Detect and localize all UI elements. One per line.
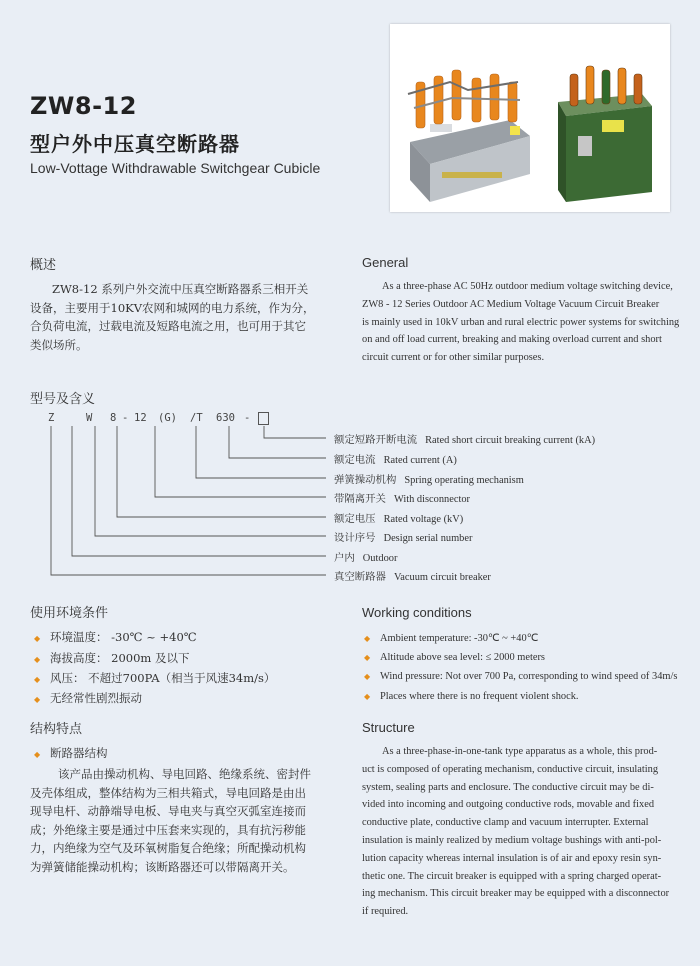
overview-heading-cn: 概述 <box>30 258 57 273</box>
text-line: if required. <box>362 906 409 918</box>
bullet-icon: ◆ <box>34 675 41 684</box>
legend-item: 带隔离开关 With disconnector <box>334 493 471 505</box>
condition-item-en: ◆ Places where there is no frequent violent shock. <box>364 691 579 702</box>
overview-heading-en: General <box>362 255 409 270</box>
legend-item: 弹簧操动机构 Spring operating mechanism <box>334 474 524 486</box>
text-line: lution capacity whereas internal insulation is of air and epoxy resin syn- <box>362 852 662 864</box>
bullet-icon: ◆ <box>34 655 41 664</box>
model-title: ZW8-12 <box>30 92 137 120</box>
text-line: system, sealing parts and enclosure. The conductive circuit may be di- <box>362 781 654 793</box>
condition-item-cn: ◆ 风压： 不超过700PA（相当于风速34m/s） <box>34 671 276 685</box>
text-line: 类似场所。 <box>30 337 88 352</box>
product-title-cn: 型户外中压真空断路器 <box>30 132 240 156</box>
legend-item: 户内 Outdoor <box>334 552 398 564</box>
bullet-icon: ◆ <box>34 695 41 704</box>
structure-text-cn <box>30 765 360 876</box>
code-part: - <box>244 412 251 424</box>
legend-item: 额定电压 Rated voltage (kV) <box>334 513 464 525</box>
text-line: thetic one. The circuit breaker is equipped with a spring charged operat- <box>362 870 662 882</box>
structure-heading-en: Structure <box>362 720 415 735</box>
conditions-heading-cn: 使用环境条件 <box>30 606 109 621</box>
conditions-heading-en: Working conditions <box>362 605 472 620</box>
text-line: As a three-phase-in-one-tank type apparatus as a whole, this prod- <box>382 746 658 757</box>
code-part: Z <box>48 412 55 424</box>
bullet-icon: ◆ <box>364 672 371 681</box>
code-part: W <box>86 412 93 424</box>
condition-item-cn: ◆ 环境温度： -30℃ ~ +40℃ <box>34 630 197 644</box>
legend-item: 额定短路开断电流 Rated short circuit breaking current (kA) <box>334 434 596 446</box>
code-part: - <box>122 412 129 424</box>
model-code-heading: 型号及含义 <box>30 392 96 407</box>
structure-subheading: ◆ 断路器结构 <box>34 746 108 760</box>
code-part: 12 <box>134 412 147 424</box>
structure-text-en <box>362 743 682 921</box>
code-part: (G) <box>158 412 177 424</box>
legend-item: 额定电流 Rated current (A) <box>334 454 457 466</box>
text-line: 为弹簧储能操动机构；该断路器还可以带隔离开关。 <box>30 859 295 874</box>
text-line: insulation is mainly realized by medium voltage bushings with anti-pol- <box>362 834 662 846</box>
text-line: conductive plate, conductive clamp and vacuum interrupter. External <box>362 817 649 829</box>
text-line: As a three-phase AC 50Hz outdoor medium voltage switching device, <box>382 281 673 292</box>
text-line: vided into incoming and outgoing conductive rods, movable and fixed <box>362 799 655 811</box>
structure-heading-cn: 结构特点 <box>30 722 83 737</box>
text-line: 现导电杆、动静端导电板、导电夹与真空灭弧室连接而 <box>30 804 306 818</box>
legend-item: 设计序号 Design serial number <box>334 532 473 544</box>
condition-item-en: ◆ Wind pressure: Not over 700 Pa, corresponding to wind speed of 34m/s <box>364 671 678 682</box>
text-line: ZW8 - 12 Series Outdoor AC Medium Voltage Vacuum Circuit Breaker <box>362 298 660 310</box>
condition-item-en: ◆ Altitude above sea level: ≤ 2000 meters <box>364 652 545 663</box>
text-line: 及壳体组成，整体结构为三相共箱式，导电回路是由出 <box>30 785 306 800</box>
condition-item-en: ◆ Ambient temperature: -30℃ ~ +40℃ <box>364 633 539 644</box>
text-line: circuit current or for other similar purposes. <box>362 352 545 364</box>
bullet-icon: ◆ <box>34 750 41 759</box>
code-part: 630 <box>216 412 235 424</box>
text-line: uct is composed of operating mechanism, conductive circuit, insulating <box>362 763 659 775</box>
text-line: ing mechanism. This circuit breaker may be equipped with a disconnector <box>362 888 670 900</box>
bullet-icon: ◆ <box>364 653 371 662</box>
condition-item-cn: ◆ 海拔高度： 2000m 及以下 <box>34 651 190 665</box>
text-line: 设备，主要用于10KV农网和城网的电力系统，作为分， <box>30 300 315 315</box>
text-line: ZW8-12 系列户外交流中压真空断路器系三相开关 <box>52 282 309 296</box>
text-line: on and off load current, breaking and making overload current and short <box>362 334 662 346</box>
bullet-icon: ◆ <box>364 634 371 643</box>
product-title-en: Low-Vottage Withdrawable Switchgear Cubicle <box>30 160 321 176</box>
condition-item-cn: ◆ 无经常性剧烈振动 <box>34 691 142 705</box>
bullet-icon: ◆ <box>34 634 41 643</box>
legend-item: 真空断路器 Vacuum circuit breaker <box>334 571 491 583</box>
code-part: 8 <box>110 412 117 424</box>
code-part: /T <box>190 412 203 424</box>
text-line: 该产品由操动机构、导电回路、绝缘系统、密封件 <box>58 767 311 781</box>
text-line: 合负荷电流，过载电流及短路电流之用，也可用于其它 <box>30 319 306 333</box>
bullet-icon: ◆ <box>364 692 371 701</box>
text-line: 成；外绝缘主要是通过中压套来实现的，具有抗污秽能 <box>30 822 306 837</box>
text-line: 力，内绝缘为空气及环氧树脂复合绝缘；所配操动机构 <box>30 841 306 855</box>
text-line: is mainly used in 10kV urban and rural electric power systems for switching <box>362 316 680 328</box>
